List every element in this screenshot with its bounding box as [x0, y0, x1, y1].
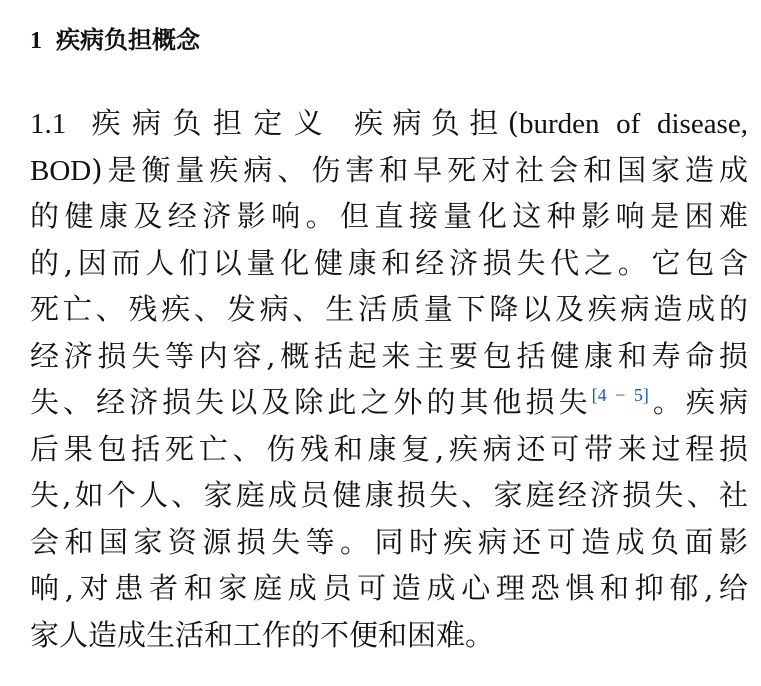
line-2-text-b: )是衡量疾病、伤害和早死对社会和国家造成: [91, 152, 748, 187]
line-1-text-a: 疾病负担(: [354, 106, 519, 140]
paragraph-line-7: [30, 379, 748, 426]
paragraph-line-9: 失,如个人、家庭成员健康损失、家庭经济损失、社: [30, 478, 748, 512]
paragraph-line-3: 的健康及经济影响。但直接量化这种影响是困难: [30, 199, 748, 233]
paragraph-line-8: 后果包括死亡、伤残和康复,疾病还可带来过程损: [30, 431, 748, 466]
paragraph-line-10: 会和国家资源损失等。同时疾病还可造成负面影: [30, 524, 748, 559]
paragraph-line-11: 响,对患者和家庭成员可造成心理恐惧和抑郁,给: [30, 571, 748, 605]
paragraph-line-12: 家人造成生活和工作的不便和困难。: [30, 617, 495, 652]
line-7-text-b: 。疾病: [648, 385, 748, 419]
citation-link[interactable]: [4 − 5]: [591, 385, 649, 405]
section-heading: [30, 22, 748, 59]
line-7-text-a: 失、经济损失以及除此之外的其他损失: [30, 385, 592, 419]
section-title: 疾病负担概念: [56, 26, 200, 54]
subsection-title: 疾病负担定义: [82, 106, 335, 140]
line-1-text-b: burden of disease,: [518, 108, 748, 140]
paragraph-line-6: 经济损失等内容,概括起来主要包括健康和寿命损: [30, 338, 748, 373]
paragraph-line-1: [30, 100, 748, 147]
definition-paragraph: [30, 100, 748, 658]
document-page: [30, 22, 748, 652]
line-2-text-a: BOD: [30, 154, 92, 187]
paragraph-line-2: [30, 147, 748, 194]
section-number: 1: [30, 28, 42, 54]
paragraph-line-5: 死亡、残疾、发病、生活质量下降以及疾病造成的: [30, 292, 748, 326]
subsection-number: 1.1: [30, 108, 67, 140]
paragraph-line-4: 的,因而人们以量化健康和经济损失代之。它包含: [30, 245, 748, 280]
